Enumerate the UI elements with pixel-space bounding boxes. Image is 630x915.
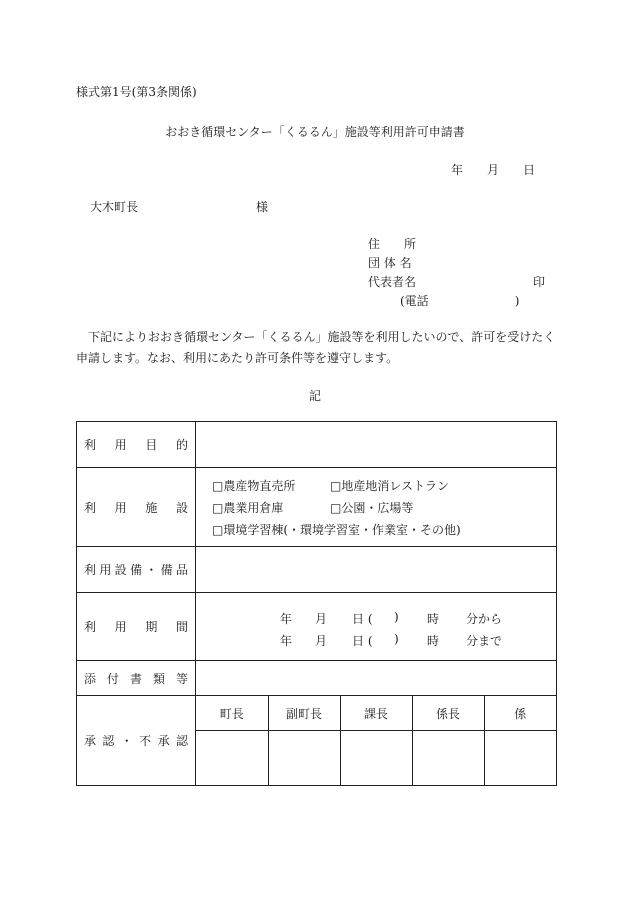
stamp-box-unit-chief[interactable] — [412, 731, 484, 786]
purpose-row — [77, 422, 557, 468]
approval-table — [196, 696, 556, 785]
applicant-address-label: 住 所 — [368, 237, 417, 251]
attachments-value[interactable] — [196, 661, 557, 696]
facility-park-checkbox[interactable]: □公園・広場等 — [330, 500, 414, 515]
date-year: 年 — [451, 163, 464, 177]
facility-label: 利 用 施 設 — [77, 468, 196, 547]
purpose-value[interactable] — [196, 422, 557, 468]
stamp-box-section-chief[interactable] — [340, 731, 412, 786]
equipment-value[interactable] — [196, 547, 557, 593]
facility-warehouse-checkbox[interactable]: □農業用倉庫 — [212, 500, 284, 515]
applicant-representative-label: 代表者名 — [368, 275, 417, 289]
stamp-box-staff[interactable] — [484, 731, 556, 786]
period-row — [77, 593, 557, 661]
approver-staff: 係 — [484, 696, 556, 731]
date-day: 日 — [523, 163, 536, 177]
equipment-row — [77, 547, 557, 593]
addressee-name: 大木町長 — [90, 200, 139, 214]
ki-heading: 記 — [308, 389, 321, 403]
facility-options — [196, 468, 557, 547]
attachments-row — [77, 661, 557, 696]
approver-deputy-mayor: 副町長 — [268, 696, 340, 731]
body-text: 下記によりおおき循環センター「くるるん」施設等を利用したいので、許可を受けたく申請します。なお、利用にあたり許可条件等を遵守します。 — [76, 330, 556, 365]
date-line — [451, 164, 535, 176]
period-to-line: 年 月 日 ( ) 時 分まで — [280, 631, 503, 648]
stamp-box-deputy-mayor[interactable] — [268, 731, 340, 786]
date-month: 月 — [487, 163, 500, 177]
phone-line — [400, 295, 519, 307]
stamp-box-mayor[interactable] — [196, 731, 268, 786]
approver-mayor: 町長 — [196, 696, 268, 731]
approver-section-chief: 課長 — [340, 696, 412, 731]
seal-mark: 印 — [533, 275, 546, 289]
purpose-label: 利 用 目 的 — [77, 422, 196, 468]
applicant-group-label: 団 体 名 — [368, 256, 412, 270]
form-number: 様式第1号(第3条関係) — [76, 85, 197, 99]
approval-label: 承 認 ・ 不 承 認 — [77, 696, 196, 786]
approval-row — [77, 696, 557, 786]
addressee-honorific: 様 — [256, 200, 269, 214]
facility-row — [77, 468, 557, 547]
attachments-label: 添 付 書 類 等 — [77, 661, 196, 696]
facility-env-building-checkbox[interactable]: □環境学習棟(・環境学習室・作業室・その他) — [212, 522, 461, 537]
phone-open: (電話 — [400, 294, 429, 308]
facility-restaurant-checkbox[interactable]: □地産地消レストラン — [330, 478, 449, 493]
approver-unit-chief: 係長 — [412, 696, 484, 731]
equipment-label: 利 用 設 備 ・ 備 品 — [77, 547, 196, 593]
phone-close: ) — [514, 294, 520, 308]
period-label: 利 用 期 間 — [77, 593, 196, 661]
application-table — [76, 421, 557, 786]
approval-grid — [196, 696, 557, 786]
period-from-line: 年 月 日 ( ) 時 分から — [280, 609, 503, 626]
period-value[interactable] — [196, 593, 557, 661]
facility-farm-store-checkbox[interactable]: □農産物直売所 — [212, 478, 296, 493]
document-title: おおき循環センター「くるるん」施設等利用許可申請書 — [165, 125, 465, 139]
